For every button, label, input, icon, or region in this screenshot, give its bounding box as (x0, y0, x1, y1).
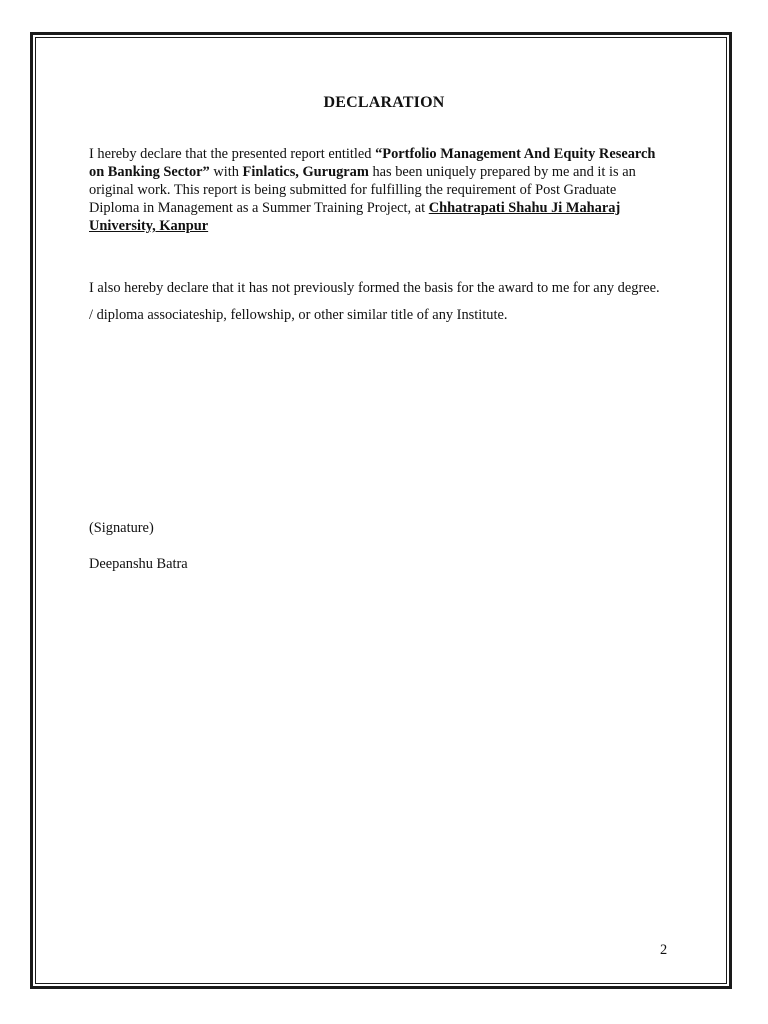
university-name: Chhatrapati Shahu Ji Maharaj University, Kanpur (89, 200, 621, 234)
page-title: DECLARATION (323, 94, 445, 111)
signature-label: (Signature) (89, 520, 154, 536)
report-title: “Portfolio Management And Equity Research on Banking Sector” (89, 146, 656, 180)
signatory-name: Deepanshu Batra (89, 556, 188, 572)
page-number: 2 (660, 942, 668, 958)
declaration-paragraph-3: / diploma associateship, fellowship, or other similar title of any Institute. (89, 307, 508, 323)
paragraph-text-with: with (209, 164, 243, 180)
paragraph-text-body: has been uniquely prepared by me and it is an original work. This report is being submitted for fulfilling the requirement of Post Graduate Diploma in Management as a Summer Training Project, at (89, 164, 636, 216)
paragraph-text-intro: I hereby declare that the presented report entitled (89, 146, 376, 162)
declaration-paragraph-2: I also hereby declare that it has not previously formed the basis for the award to me for any degree. (89, 280, 660, 296)
declaration-paragraph (89, 145, 661, 235)
organization-name: Finlatics, Gurugram (242, 164, 369, 180)
